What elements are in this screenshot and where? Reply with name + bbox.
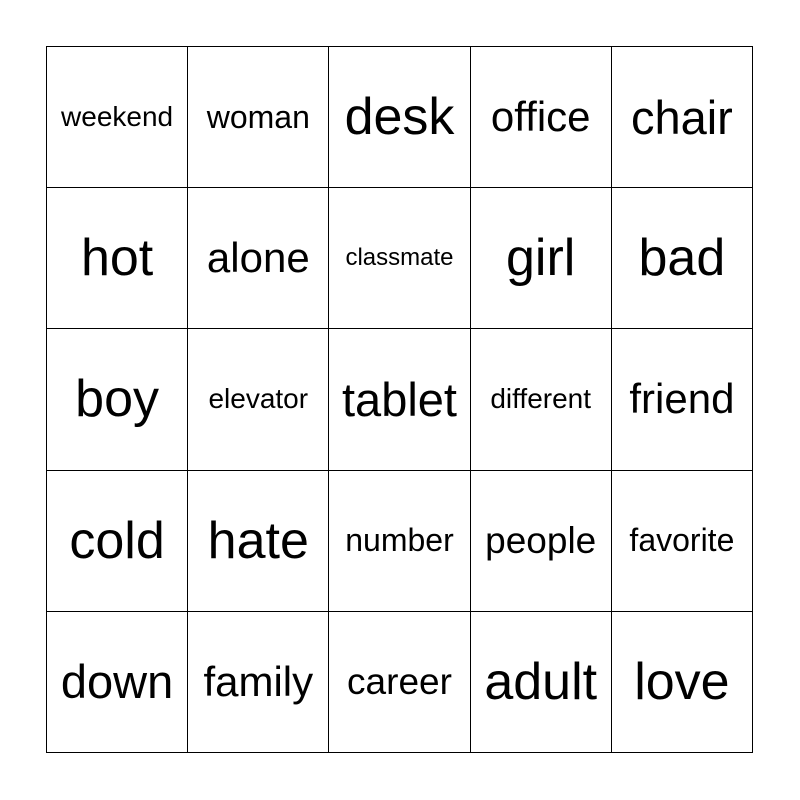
- bingo-cell[interactable]: bad: [612, 188, 753, 329]
- bingo-cell[interactable]: people: [471, 471, 612, 612]
- bingo-cell[interactable]: down: [47, 612, 188, 753]
- bingo-cell[interactable]: number: [329, 471, 470, 612]
- bingo-cell[interactable]: hate: [188, 471, 329, 612]
- bingo-cell[interactable]: friend: [612, 329, 753, 470]
- bingo-cell[interactable]: alone: [188, 188, 329, 329]
- bingo-cell[interactable]: elevator: [188, 329, 329, 470]
- bingo-cell[interactable]: chair: [612, 47, 753, 188]
- bingo-cell[interactable]: adult: [471, 612, 612, 753]
- bingo-cell[interactable]: office: [471, 47, 612, 188]
- bingo-cell[interactable]: career: [329, 612, 470, 753]
- bingo-cell[interactable]: different: [471, 329, 612, 470]
- bingo-cell[interactable]: desk: [329, 47, 470, 188]
- bingo-cell[interactable]: family: [188, 612, 329, 753]
- bingo-cell[interactable]: woman: [188, 47, 329, 188]
- bingo-cell[interactable]: boy: [47, 329, 188, 470]
- bingo-cell[interactable]: tablet: [329, 329, 470, 470]
- bingo-cell[interactable]: classmate: [329, 188, 470, 329]
- bingo-cell[interactable]: love: [612, 612, 753, 753]
- bingo-cell[interactable]: girl: [471, 188, 612, 329]
- bingo-cell[interactable]: hot: [47, 188, 188, 329]
- bingo-cell[interactable]: favorite: [612, 471, 753, 612]
- bingo-board: [46, 46, 753, 753]
- bingo-cell[interactable]: weekend: [47, 47, 188, 188]
- bingo-cell[interactable]: cold: [47, 471, 188, 612]
